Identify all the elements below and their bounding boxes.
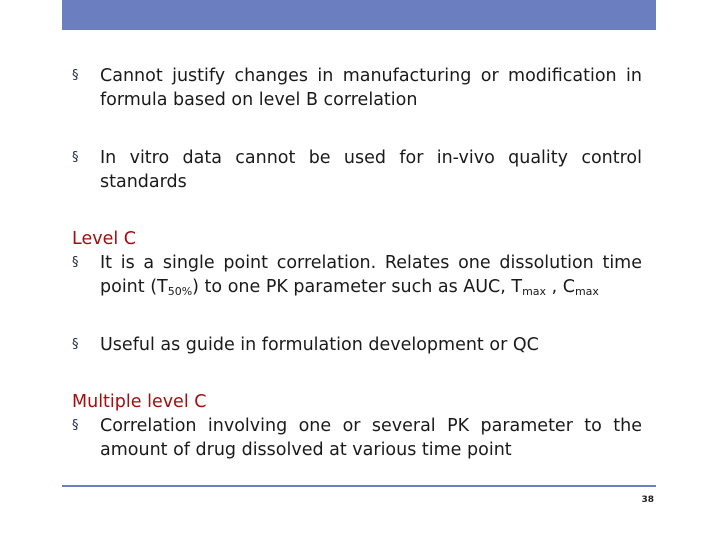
- subscript: 50%: [167, 285, 193, 298]
- subscript: max: [574, 285, 599, 298]
- square-bullet-icon: §: [72, 68, 79, 83]
- bullet-text: Cannot justify changes in manufacturing or modification in formula based on level B correlation: [100, 66, 642, 110]
- square-bullet-icon: §: [72, 255, 79, 270]
- bullet-text: Correlation involving one or several PK parameter to the amount of drug dissolved at various time point: [100, 416, 642, 460]
- list-item: [72, 251, 642, 299]
- section-heading-multiple-level-c: Multiple level C: [72, 392, 207, 412]
- section-heading-level-c: Level C: [72, 229, 136, 249]
- square-bullet-icon: §: [72, 418, 79, 433]
- square-bullet-icon: §: [72, 337, 79, 352]
- list-item: [72, 333, 642, 357]
- bullet-text: Useful as guide in formulation development or QC: [100, 335, 539, 355]
- page-number: 38: [641, 495, 654, 505]
- bullet-text: In vitro data cannot be used for in-vivo quality control standards: [100, 148, 642, 192]
- footer-divider: [62, 485, 656, 487]
- list-item: [72, 146, 642, 194]
- list-item: [72, 64, 642, 112]
- subscript: max: [522, 285, 547, 298]
- slide-content: [72, 64, 642, 462]
- square-bullet-icon: §: [72, 150, 79, 165]
- top-accent-bar: [62, 0, 656, 30]
- list-item: [72, 414, 642, 462]
- bullet-text: It is a single point correlation. Relates one dissolution time point $(T_{50\%})$ to one PK parameter such as AUC, $T_{max}$ , $C_{max}$: [100, 253, 642, 298]
